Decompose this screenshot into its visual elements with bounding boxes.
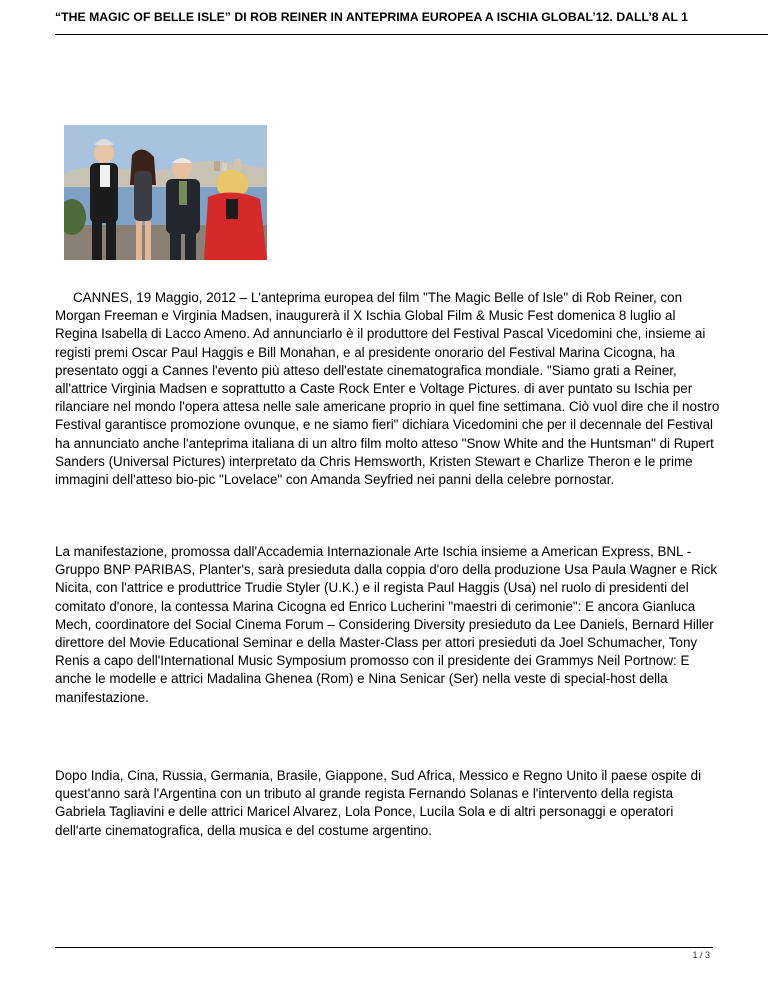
page-title: “THE MAGIC OF BELLE ISLE” DI ROB REINER IN ANTEPRIMA EUROPEA A ISCHIA GLOBAL’12. DALL’8 AL 1 [55, 10, 688, 24]
page-header [55, 8, 768, 35]
article-paragraph: Dopo India, Cina, Russia, Germania, Brasile, Giappone, Sud Africa, Messico e Regno Unito il paese ospite di quest'anno sarà l'Argentina con un tributo al grande regista Fernando Solanas e l'intervento della regista Gabriela Tagliavini e delle attrici Maricel Alvarez, Lola Ponce, Lucila Sola e di altri personaggi e operatori dell'arte cinematografica, della musica e del costume argentino. [55, 768, 702, 838]
article-photo [64, 125, 267, 260]
article-paragraph: CANNES, 19 Maggio, 2012 – L'anteprima europea del film "The Magic Belle of Isle" di Rob Reiner, con Morgan Freeman e Virginia Madsen, inaugurerà il X Ischia Global Film & Music Fest domenica 8 luglio al Regina Isabella di Lacco Ameno. Ad annunciarlo è il produttore del Festival Pascal Vicedomini che, insieme ai registi premi Oscar Paul Haggis e Bill Monahan, e al presidente onorario del Festival Marina Cicogna, ha presentato oggi a Cannes l'evento più atteso dell'estate cinematografica mondiale. "Siamo grati a Reiner, all'attrice Virginia Madsen e soprattutto a Caste Rock Enter e Voltage Pictures. di aver puntato su Ischia per rilanciare nel mondo l'opera attesa nelle sale americane proprio in quel fine settimana. Ciò vuol dire che il nostro Festival garantisce promozione ovunque, e ne siamo fieri" dichiara Vicedomini che per il decennale del Festival ha annunciato anche l'anteprima italiana di un altro film molto atteso "Snow White and the Huntsman" di Rupert Sanders (Universal Pictures) interpretato da Chris Hemsworth, Kristen Stewart e Charlize Theron e le prime immagini dell'atteso bio-pic "Lovelace" con Amanda Seyfried nei panni della celebre pornostar. [55, 290, 720, 488]
photo-image-icon [64, 125, 267, 260]
page-number: 1 / 3 [692, 950, 710, 960]
article-paragraph: La manifestazione, promossa dall'Accademia Internazionale Arte Ischia insieme a American Express, BNL - Gruppo BNP PARIBAS, Planter's, sarà presieduta dalla coppia d'oro della produzione Usa Paula Wagner e Rick Nicita, con l'attrice e produttrice Trudie Styler (U.K.) e il regista Paul Haggis (Usa) nel ruolo di presidenti del comitato d'onore, la contessa Marina Cicogna ed Enrico Lucherini "maestri di cerimonie": E ancora Gianluca Mech, coordinatore del Social Cinema Forum – Considering Diversity presieduto da Lee Daniels, Bernard Hiller direttore del Movie Educational Seminar e della Master-Class per attori presieduti da Joel Schumacher, Tony Renis a capo dell'International Music Symposium promosso con il presidente dei Grammys Neil Portnow: E anche le modelle e attrici Madalina Ghenea (Rom) e Nina Senicar (Ser) nella veste di special-host della manifestazione. [55, 544, 718, 705]
footer-divider [55, 947, 713, 948]
